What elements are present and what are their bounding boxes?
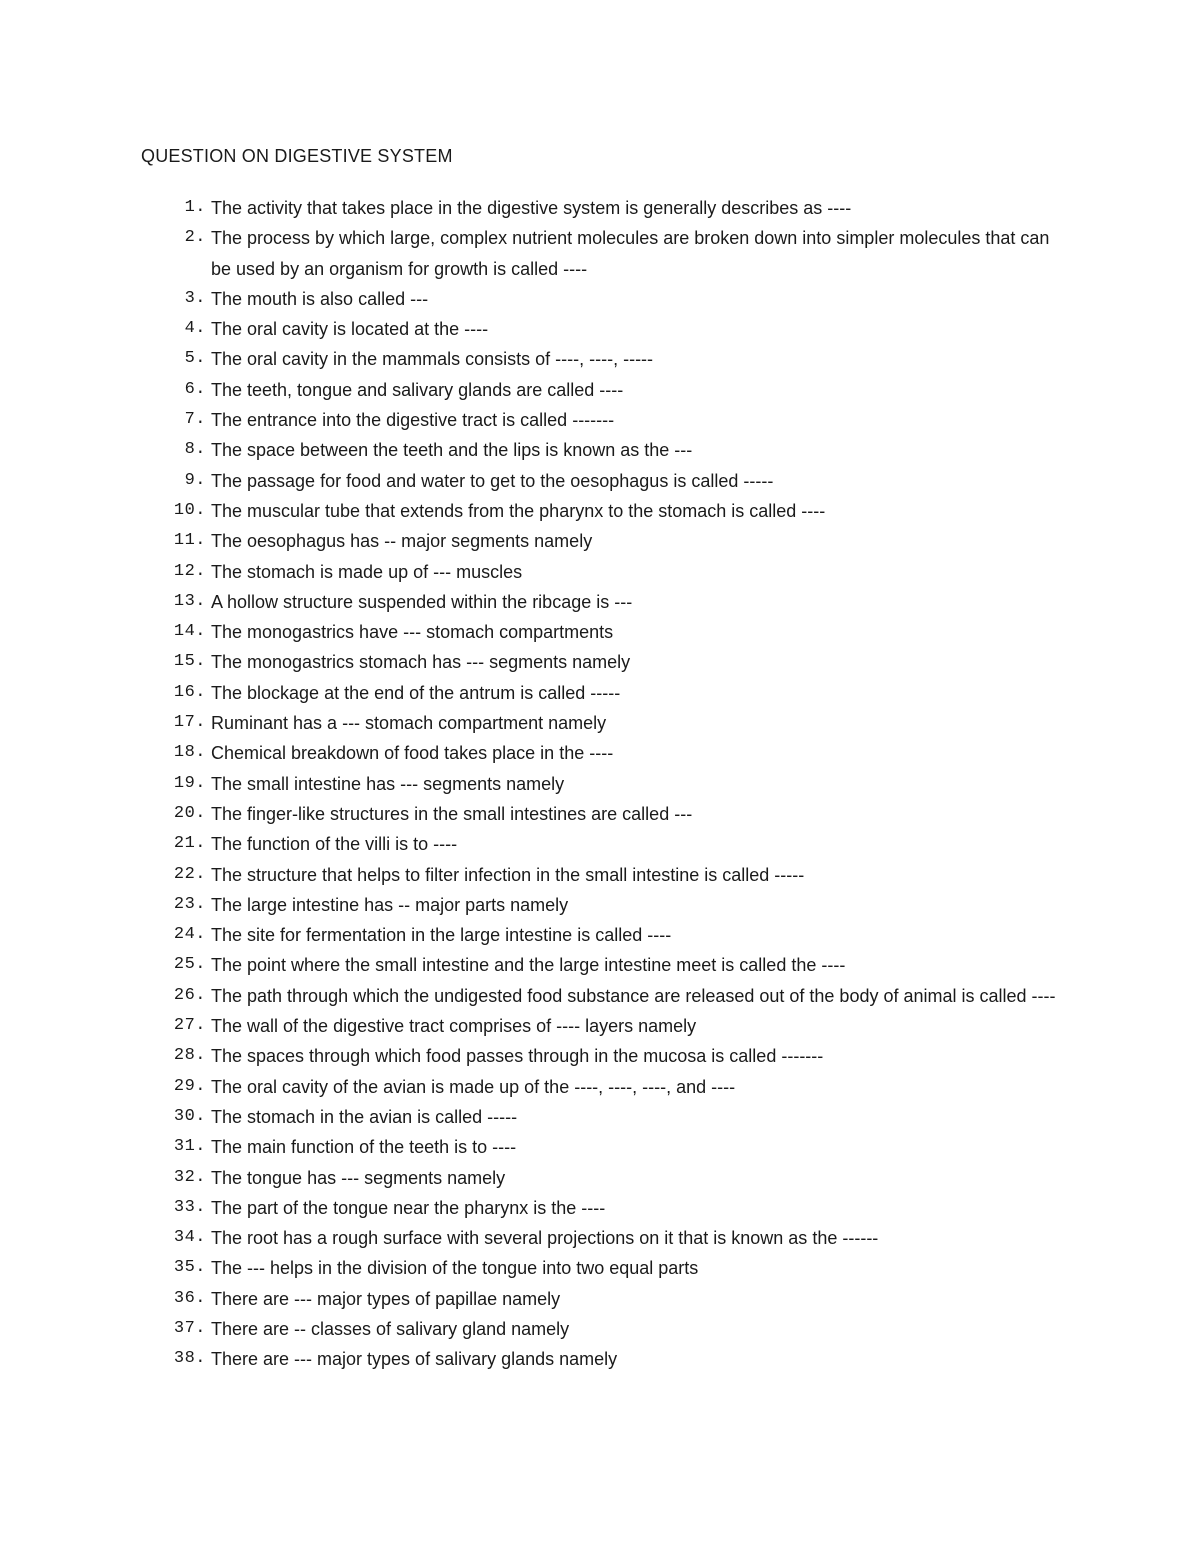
question-item — [141, 950, 1071, 980]
question-number: 22. — [173, 864, 206, 884]
question-number: 6. — [184, 379, 206, 399]
question-number: 16. — [173, 682, 206, 702]
question-number: 33. — [173, 1197, 206, 1217]
question-item — [141, 1314, 1071, 1344]
question-item — [141, 466, 1071, 496]
question-number: 35. — [173, 1258, 206, 1278]
question-text: The wall of the digestive tract comprises of ---- layers namely — [211, 1016, 697, 1037]
question-item — [141, 587, 1071, 617]
question-text: The monogastrics have --- stomach compartments — [211, 622, 614, 643]
question-text: The monogastrics stomach has --- segments namely — [211, 652, 631, 673]
question-text: The process by which large, complex nutrient molecules are broken down into simpler molecules that can be used by an organism for growth is called ---- — [211, 228, 1050, 279]
question-number: 3. — [184, 288, 206, 308]
question-item — [141, 981, 1071, 1011]
question-item — [141, 344, 1071, 374]
question-item — [141, 1163, 1071, 1193]
question-text: The site for fermentation in the large intestine is called ---- — [211, 925, 672, 946]
question-number: 17. — [173, 713, 206, 733]
question-list — [141, 193, 1071, 1375]
question-number: 9. — [184, 470, 206, 490]
question-item — [141, 193, 1071, 223]
question-text: The stomach in the avian is called ----- — [211, 1106, 518, 1127]
question-item — [141, 223, 1071, 284]
question-text: The passage for food and water to get to the oesophagus is called ----- — [211, 470, 774, 491]
question-item — [141, 1041, 1071, 1071]
question-number: 19. — [173, 773, 206, 793]
question-number: 37. — [173, 1318, 206, 1338]
question-text: There are -- classes of salivary gland namely — [211, 1318, 570, 1339]
question-text: The function of the villi is to ---- — [211, 834, 458, 855]
question-item — [141, 435, 1071, 465]
question-text: The stomach is made up of --- muscles — [211, 561, 523, 582]
question-number: 31. — [173, 1137, 206, 1157]
question-text: There are --- major types of papillae namely — [211, 1288, 561, 1309]
question-text: There are --- major types of salivary glands namely — [211, 1349, 618, 1370]
question-item — [141, 526, 1071, 556]
question-item — [141, 617, 1071, 647]
question-text: Ruminant has a --- stomach compartment namely — [211, 713, 607, 734]
question-item — [141, 708, 1071, 738]
question-text: The oral cavity is located at the ---- — [211, 319, 489, 340]
question-number: 36. — [173, 1288, 206, 1308]
question-number: 5. — [184, 349, 206, 369]
question-number: 2. — [184, 228, 206, 248]
question-item — [141, 890, 1071, 920]
question-number: 26. — [173, 985, 206, 1005]
question-number: 14. — [173, 622, 206, 642]
question-number: 7. — [184, 410, 206, 430]
question-number: 34. — [173, 1228, 206, 1248]
question-number: 12. — [173, 561, 206, 581]
question-number: 32. — [173, 1167, 206, 1187]
question-item — [141, 829, 1071, 859]
question-text: The space between the teeth and the lips is known as the --- — [211, 440, 693, 461]
question-text: The mouth is also called --- — [211, 288, 429, 309]
question-number: 27. — [173, 1016, 206, 1036]
question-text: The --- helps in the division of the tongue into two equal parts — [211, 1258, 699, 1279]
question-text: The activity that takes place in the digestive system is generally describes as ---- — [211, 198, 852, 218]
question-item — [141, 799, 1071, 829]
question-item — [141, 1072, 1071, 1102]
question-number: 28. — [173, 1046, 206, 1066]
question-text: The oral cavity of the avian is made up of the ----, ----, ----, and ---- — [211, 1076, 736, 1097]
question-text: The oesophagus has -- major segments namely — [211, 531, 593, 552]
question-item — [141, 1253, 1071, 1283]
question-item — [141, 920, 1071, 950]
question-number: 38. — [173, 1349, 206, 1369]
question-number: 29. — [173, 1076, 206, 1096]
question-number: 30. — [173, 1106, 206, 1126]
question-text: The structure that helps to filter infection in the small intestine is called ----- — [211, 864, 805, 885]
question-number: 15. — [173, 652, 206, 672]
question-text: The main function of the teeth is to ---- — [211, 1137, 517, 1158]
question-item — [141, 496, 1071, 526]
question-number: 23. — [173, 894, 206, 914]
question-text: The finger-like structures in the small intestines are called --- — [211, 803, 693, 824]
question-number: 4. — [184, 319, 206, 339]
question-text: The entrance into the digestive tract is called ------- — [211, 410, 615, 431]
question-text: The blockage at the end of the antrum is called ----- — [211, 682, 621, 703]
question-item — [141, 647, 1071, 677]
question-item — [141, 1193, 1071, 1223]
question-number: 24. — [173, 925, 206, 945]
question-text: The muscular tube that extends from the pharynx to the stomach is called ---- — [211, 500, 826, 521]
question-item — [141, 1011, 1071, 1041]
question-number: 8. — [184, 440, 206, 460]
question-text: The part of the tongue near the pharynx is the ---- — [211, 1197, 606, 1218]
question-number: 18. — [173, 743, 206, 763]
question-item — [141, 314, 1071, 344]
question-item — [141, 738, 1071, 768]
question-text: The tongue has --- segments namely — [211, 1167, 506, 1188]
question-item — [141, 557, 1071, 587]
question-number: 10. — [173, 500, 206, 520]
document-title: QUESTION ON DIGESTIVE SYSTEM — [141, 146, 453, 166]
question-item — [141, 1344, 1071, 1374]
question-number: 20. — [173, 803, 206, 823]
question-item — [141, 769, 1071, 799]
question-text: The teeth, tongue and salivary glands are called ---- — [211, 379, 624, 400]
question-item — [141, 678, 1071, 708]
question-item — [141, 1102, 1071, 1132]
question-item — [141, 284, 1071, 314]
question-item — [141, 405, 1071, 435]
question-item — [141, 1132, 1071, 1162]
question-item — [141, 1223, 1071, 1253]
question-number: 1. — [184, 198, 206, 217]
question-text: The large intestine has -- major parts namely — [211, 894, 569, 915]
question-text: The oral cavity in the mammals consists of ----, ----, ----- — [211, 349, 654, 370]
question-text: The path through which the undigested food substance are released out of the body of animal is called ---- — [211, 985, 1056, 1006]
question-number: 13. — [173, 591, 206, 611]
question-text: The small intestine has --- segments namely — [211, 773, 565, 794]
question-text: The spaces through which food passes through in the mucosa is called ------- — [211, 1046, 824, 1067]
question-item — [141, 1284, 1071, 1314]
question-text: A hollow structure suspended within the ribcage is --- — [211, 591, 633, 612]
question-item — [141, 860, 1071, 890]
question-text: Chemical breakdown of food takes place in the ---- — [211, 743, 614, 764]
question-text: The root has a rough surface with several projections on it that is known as the ------ — [211, 1228, 879, 1249]
question-item — [141, 375, 1071, 405]
question-number: 25. — [173, 955, 206, 975]
question-number: 21. — [173, 834, 206, 854]
question-number: 11. — [173, 531, 206, 551]
question-text: The point where the small intestine and the large intestine meet is called the ---- — [211, 955, 846, 976]
